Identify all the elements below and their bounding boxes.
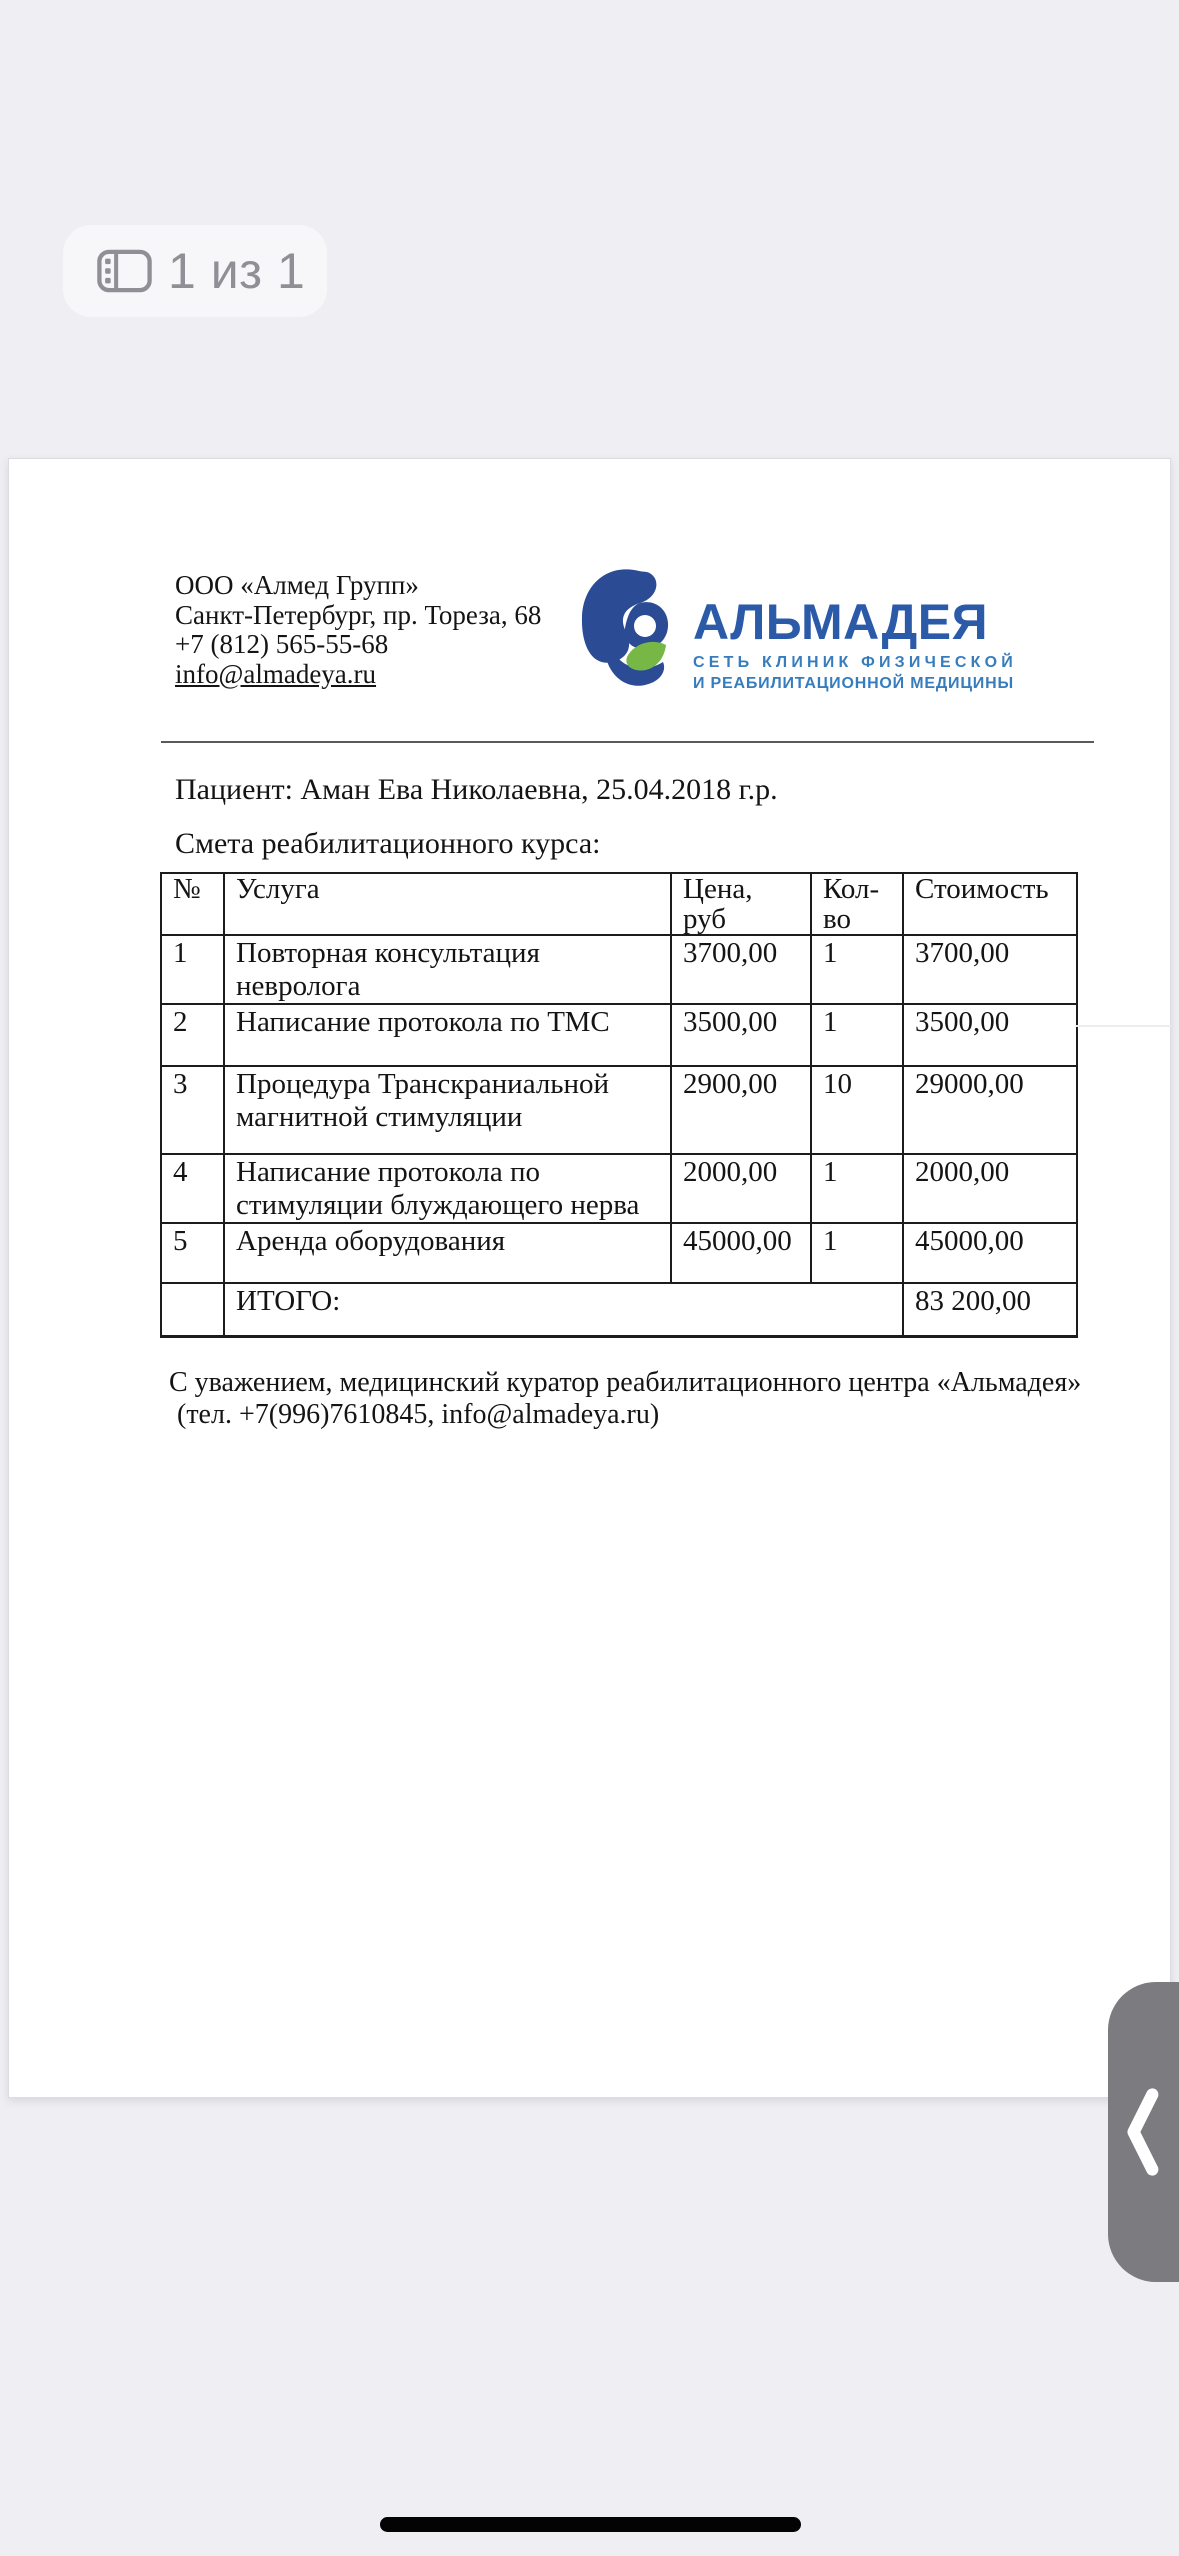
cell-price: 45000,00 (671, 1223, 811, 1283)
company-phone: +7 (812) 565-55-68 (175, 629, 389, 659)
company-info (175, 571, 541, 689)
signature-line: С уважением, медицинский куратор реабилитационного центра «Альмадея» (169, 1367, 1082, 1398)
cell-number: 4 (161, 1154, 224, 1223)
cell-service: Процедура Транскраниальной магнитной стимуляции (224, 1066, 671, 1154)
total-value: 83 200,00 (903, 1283, 1077, 1336)
cell-number: 3 (161, 1066, 224, 1154)
cell-price: 3500,00 (671, 1004, 811, 1066)
cell-number: 2 (161, 1004, 224, 1066)
header-divider (161, 741, 1094, 743)
company-address: Санкт-Петербург, пр. Тореза, 68 (175, 599, 542, 630)
col-number: № (161, 873, 224, 935)
cell-cost: 45000,00 (903, 1223, 1077, 1283)
table-total-row (161, 1283, 1077, 1336)
table-row (161, 1004, 1077, 1066)
chevron-left-icon (1122, 2087, 1162, 2177)
almadeya-logo-mark (579, 567, 675, 697)
thumbnails-sidebar-icon (97, 249, 152, 293)
contact-line: (тел. +7(996)7610845, info@almadeya.ru) (177, 1399, 660, 1430)
cell-cost: 3700,00 (903, 935, 1077, 1004)
home-indicator[interactable] (380, 2517, 801, 2532)
cell-service: Написание протокола по ТМС (224, 1004, 671, 1066)
estimate-title: Смета реабилитационного курса: (175, 827, 601, 860)
cell-qty: 1 (811, 1004, 903, 1066)
company-name: ООО «Алмед Групп» (175, 570, 419, 600)
cell-number: 1 (161, 935, 224, 1004)
cell-cost: 29000,00 (903, 1066, 1077, 1154)
company-email-link[interactable]: info@almadeya.ru (175, 658, 377, 689)
cell-service: Повторная консультация невролога (224, 935, 671, 1004)
logo-tagline-line1: СЕТЬ КЛИНИК ФИЗИЧЕСКОЙ (693, 654, 1017, 671)
cell-number: 5 (161, 1223, 224, 1283)
table-row (161, 935, 1077, 1004)
cell-cost: 2000,00 (903, 1154, 1077, 1223)
cell-qty: 1 (811, 935, 903, 1004)
col-qty: Кол-во (811, 873, 903, 935)
render-seam (1075, 1025, 1171, 1027)
collapse-side-tab-button[interactable] (1108, 1982, 1179, 2282)
cell-service: Написание протокола по стимуляции блуждающего нерва (224, 1154, 671, 1223)
col-price: Цена, руб (671, 873, 811, 935)
cell-qty: 1 (811, 1154, 903, 1223)
table-header-row (161, 873, 1077, 935)
total-label: ИТОГО: (224, 1283, 903, 1336)
table-row (161, 1223, 1077, 1283)
estimate-table (160, 872, 1078, 1338)
page-indicator-label: 1 из 1 (168, 243, 306, 299)
col-cost: Стоимость (903, 873, 1077, 935)
cell-cost: 3500,00 (903, 1004, 1077, 1066)
patient-line: Пациент: Аман Ева Николаевна, 25.04.2018 г.р. (175, 773, 778, 806)
logo-tagline-line2: И РЕАБИЛИТАЦИОННОЙ МЕДИЦИНЫ (693, 675, 1014, 692)
cell-price: 3700,00 (671, 935, 811, 1004)
cell-qty: 10 (811, 1066, 903, 1154)
page-indicator-badge[interactable] (63, 225, 327, 317)
cell-service: Аренда оборудования (224, 1223, 671, 1283)
col-service: Услуга (224, 873, 671, 935)
table-row (161, 1066, 1077, 1154)
cell-price: 2900,00 (671, 1066, 811, 1154)
clinic-logo-text (693, 594, 1023, 693)
table-row (161, 1154, 1077, 1223)
cell-price: 2000,00 (671, 1154, 811, 1223)
cell-number (161, 1283, 224, 1336)
cell-qty: 1 (811, 1223, 903, 1283)
brand-name: АЛЬМАДЕЯ (693, 594, 989, 650)
document-page (8, 458, 1171, 2098)
